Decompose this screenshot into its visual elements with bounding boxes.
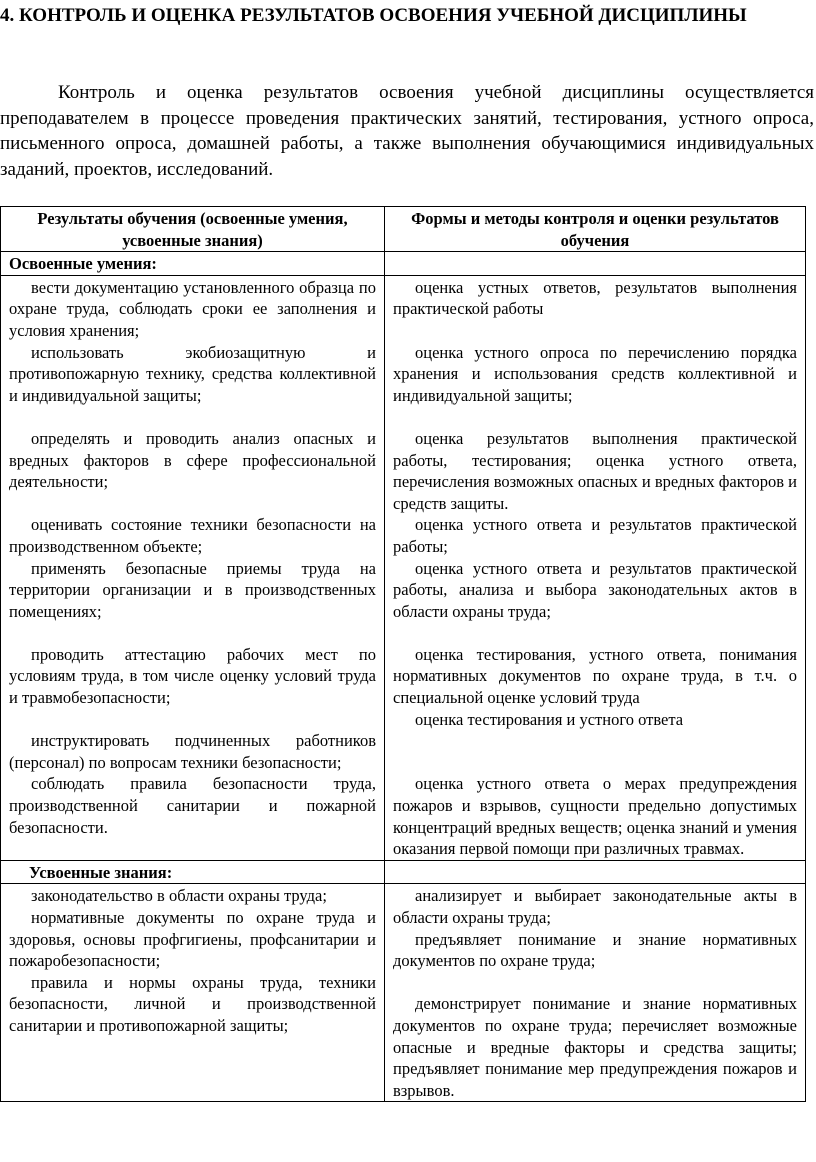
skill-item: проводить аттестацию рабочих мест по условиям труда, в том числе оценку условий труда и травмобезопасности; <box>9 644 376 708</box>
knowledge-method-item: демонстрирует понимание и знание нормативных документов по охране труда; перечисляет возможные опасные и вредные факторы и средства защиты; предъявляет понимание мер предупреждения пожаров и взрывов. <box>393 994 797 1100</box>
skill-item: определять и проводить анализ опасных и вредных факторов в сфере профессиональной деятельности; <box>9 428 376 492</box>
skills-row <box>1 275 806 860</box>
skill-item: вести документацию установленного образца по охране труда, соблюдать сроки ее заполнения и условия хранения; <box>9 277 376 340</box>
empty-cell <box>385 252 806 276</box>
knowledge-cell <box>1 884 385 1102</box>
knowledge-row <box>1 884 806 1102</box>
method-item: оценка устных ответов, результатов выполнения практической работы <box>393 277 797 319</box>
col1-header: Результаты обучения (освоенные умения, усвоенные знания) <box>1 207 385 252</box>
method-item: оценка устного ответа о мерах предупреждения пожаров и взрывов, сущности предельно допустимых концентраций вредных веществ; оценка знаний и умения оказания первой помощи при различных травмах. <box>393 774 797 859</box>
skills-methods-cell <box>385 275 806 860</box>
table-header-row <box>1 207 806 252</box>
skills-label: Освоенные умения: <box>1 252 385 276</box>
skill-item: инструктировать подчиненных работников (персонал) по вопросам техники безопасности; <box>9 731 376 772</box>
col2-header: Формы и методы контроля и оценки результатов обучения <box>385 207 806 252</box>
method-item: оценка тестирования, устного ответа, понимания нормативных документов по охране труда, в т.ч. о специальной оценке условий труда <box>393 644 797 708</box>
skill-item: применять безопасные приемы труда на территории организации и в производственных помещениях; <box>9 558 376 621</box>
method-item: оценка устного опроса по перечислению порядка хранения и использования средств коллективной и индивидуальной защиты; <box>393 342 797 405</box>
knowledge-item: правила и нормы охраны труда, техники безопасности, личной и производственной санитарии и противопожарной защиты; <box>9 972 376 1035</box>
knowledge-method-item: анализирует и выбирает законодательные акты в области охраны труда; <box>393 886 797 927</box>
results-table <box>0 206 806 1102</box>
intro-paragraph: Контроль и оценка результатов освоения учебной дисциплины осуществляется преподавателем в процессе проведения практических занятий, тестирования, устного опроса, письменного опроса, домашней работы, а также выполнения обучающимися индивидуальных заданий, проектов, исследований. <box>0 82 814 180</box>
skills-cell <box>1 275 385 860</box>
skills-label-row <box>1 252 806 276</box>
skill-item: использовать экобиозащитную и противопожарную технику, средства коллективной и индивидуальной защиты; <box>9 342 376 405</box>
method-item: оценка результатов выполнения практической работы, тестирования; оценка устного ответа, перечисления возможных опасных и вредных факторов и средств защиты. <box>393 428 797 513</box>
section-heading: 4. КОНТРОЛЬ И ОЦЕНКА РЕЗУЛЬТАТОВ ОСВОЕНИЯ УЧЕБНОЙ ДИСЦИПЛИНЫ <box>0 5 747 26</box>
knowledge-item: нормативные документы по охране труда и здоровья, основы профгигиены, профсанитарии и пожаробезопасности; <box>9 908 376 971</box>
empty-cell <box>385 860 806 884</box>
skill-item: оценивать состояние техники безопасности на производственном объекте; <box>9 515 376 556</box>
method-item: оценка устного ответа и результатов практической работы, анализа и выбора законодательных актов в области охраны труда; <box>393 558 797 621</box>
knowledge-item: законодательство в области охраны труда; <box>31 886 327 906</box>
method-item: оценка устного ответа и результатов практической работы; <box>393 515 797 556</box>
knowledge-methods-cell <box>385 884 806 1102</box>
method-item: оценка тестирования и устного ответа <box>415 709 684 729</box>
skill-item: соблюдать правила безопасности труда, производственной санитарии и пожарной безопасности. <box>9 774 376 837</box>
knowledge-method-item: предъявляет понимание и знание нормативных документов по охране труда; <box>393 929 797 971</box>
knowledge-label-row <box>1 860 806 884</box>
knowledge-label: Усвоенные знания: <box>1 860 385 884</box>
